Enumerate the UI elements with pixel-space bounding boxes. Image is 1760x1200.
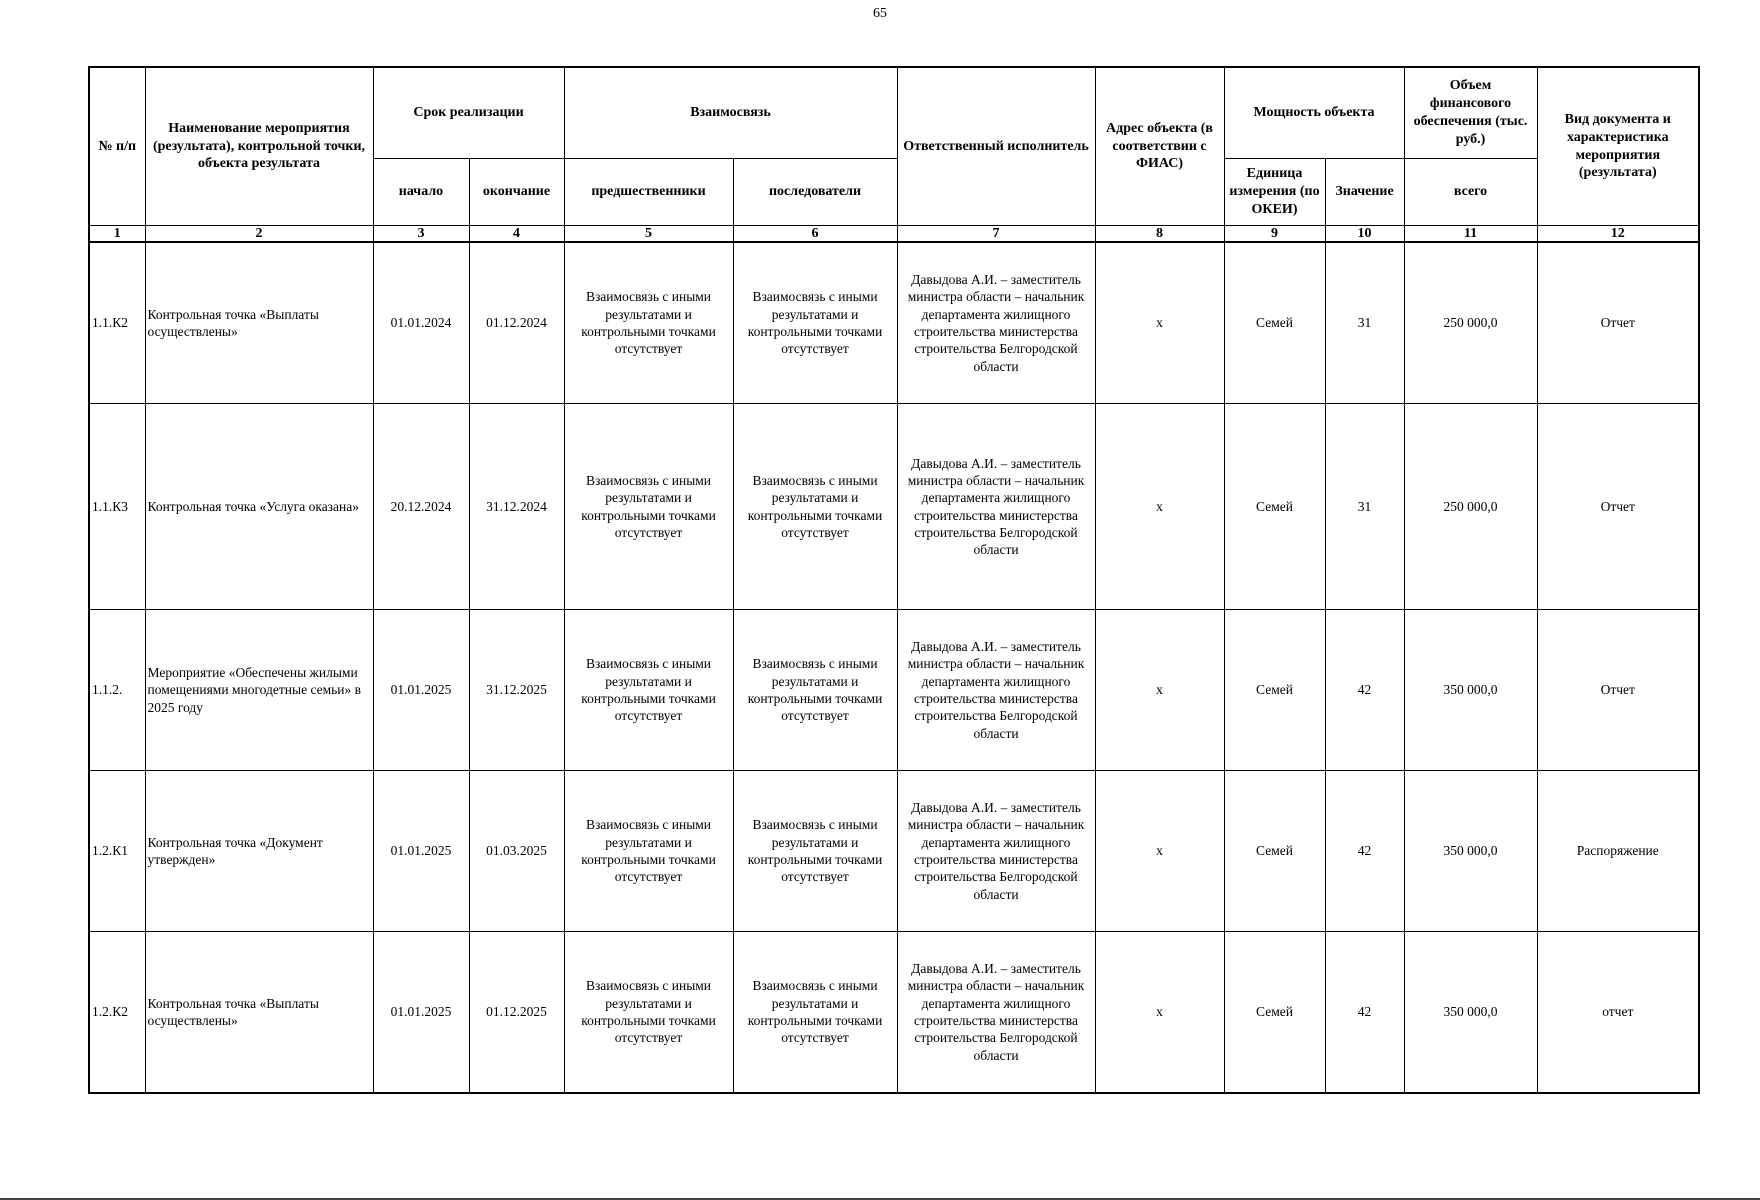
table-row [89,404,1699,610]
row-address: x [1095,404,1224,610]
header-capacity: Мощность объекта [1224,67,1404,159]
header-unit: Единица измерения (по ОКЕИ) [1224,159,1325,226]
row-doc: отчет [1537,932,1699,1094]
row-start: 20.12.2024 [373,404,469,610]
row-doc: Отчет [1537,404,1699,610]
table-row [89,610,1699,771]
row-unit: Семей [1224,771,1325,932]
column-number: 1 [89,226,145,243]
column-number-row [89,226,1699,243]
column-number: 10 [1325,226,1404,243]
header-finance: Объем финансового обеспечения (тыс. руб.) [1404,67,1537,159]
row-code: 1.1.К3 [89,404,145,610]
row-doc: Отчет [1537,242,1699,404]
row-end: 01.03.2025 [469,771,564,932]
row-doc: Распоряжение [1537,771,1699,932]
row-value: 31 [1325,242,1404,404]
row-predecessors: Взаимосвязь с иными результатами и контрольными точками отсутствует [564,404,733,610]
row-code: 1.1.2. [89,610,145,771]
row-start: 01.01.2025 [373,771,469,932]
column-number: 12 [1537,226,1699,243]
row-unit: Семей [1224,242,1325,404]
row-name: Контрольная точка «Документ утвержден» [145,771,373,932]
row-start: 01.01.2025 [373,932,469,1094]
column-number: 4 [469,226,564,243]
row-total: 250 000,0 [1404,242,1537,404]
plan-table [88,66,1700,1094]
table-row [89,242,1699,404]
table-row [89,771,1699,932]
row-code: 1.2.К1 [89,771,145,932]
row-address: x [1095,610,1224,771]
header-number: № п/п [89,67,145,226]
header-executor: Ответственный исполнитель [897,67,1095,226]
column-number: 2 [145,226,373,243]
header-predecessors: предшественники [564,159,733,226]
table-header [89,67,1699,242]
column-number: 7 [897,226,1095,243]
row-doc: Отчет [1537,610,1699,771]
row-total: 350 000,0 [1404,932,1537,1094]
row-successors: Взаимосвязь с иными результатами и контрольными точками отсутствует [733,610,897,771]
row-successors: Взаимосвязь с иными результатами и контрольными точками отсутствует [733,932,897,1094]
header-period: Срок реализации [373,67,564,159]
row-total: 350 000,0 [1404,771,1537,932]
row-end: 01.12.2025 [469,932,564,1094]
column-number: 5 [564,226,733,243]
row-executor: Давыдова А.И. – заместитель министра области – начальник департамента жилищного строительства министерства строительства Белгородской области [897,404,1095,610]
row-end: 31.12.2024 [469,404,564,610]
row-successors: Взаимосвязь с иными результатами и контрольными точками отсутствует [733,404,897,610]
row-name: Контрольная точка «Услуга оказана» [145,404,373,610]
row-unit: Семей [1224,610,1325,771]
header-relation: Взаимосвязь [564,67,897,159]
row-predecessors: Взаимосвязь с иными результатами и контрольными точками отсутствует [564,610,733,771]
row-end: 31.12.2025 [469,610,564,771]
table-row [89,932,1699,1094]
row-total: 350 000,0 [1404,610,1537,771]
row-address: x [1095,932,1224,1094]
row-predecessors: Взаимосвязь с иными результатами и контрольными точками отсутствует [564,771,733,932]
row-predecessors: Взаимосвязь с иными результатами и контрольными точками отсутствует [564,932,733,1094]
row-address: x [1095,771,1224,932]
header-end: окончание [469,159,564,226]
header-doc-type: Вид документа и характеристика мероприятия (результата) [1537,67,1699,226]
column-number: 3 [373,226,469,243]
row-total: 250 000,0 [1404,404,1537,610]
row-successors: Взаимосвязь с иными результатами и контрольными точками отсутствует [733,242,897,404]
header-finance-total: всего [1404,159,1537,226]
header-name: Наименование мероприятия (результата), контрольной точки, объекта результата [145,67,373,226]
row-successors: Взаимосвязь с иными результатами и контрольными точками отсутствует [733,771,897,932]
row-executor: Давыдова А.И. – заместитель министра области – начальник департамента жилищного строительства министерства строительства Белгородской области [897,771,1095,932]
header-value: Значение [1325,159,1404,226]
row-name: Контрольная точка «Выплаты осуществлены» [145,932,373,1094]
table-body [89,242,1699,1093]
row-value: 31 [1325,404,1404,610]
row-start: 01.01.2025 [373,610,469,771]
row-code: 1.2.К2 [89,932,145,1094]
row-address: x [1095,242,1224,404]
row-start: 01.01.2024 [373,242,469,404]
row-executor: Давыдова А.И. – заместитель министра области – начальник департамента жилищного строительства министерства строительства Белгородской области [897,242,1095,404]
row-name: Контрольная точка «Выплаты осуществлены» [145,242,373,404]
row-value: 42 [1325,771,1404,932]
row-code: 1.1.К2 [89,242,145,404]
row-end: 01.12.2024 [469,242,564,404]
header-successors: последователи [733,159,897,226]
row-value: 42 [1325,610,1404,771]
column-number: 9 [1224,226,1325,243]
row-name: Мероприятие «Обеспечены жилыми помещениями многодетные семьи» в 2025 году [145,610,373,771]
header-start: начало [373,159,469,226]
row-executor: Давыдова А.И. – заместитель министра области – начальник департамента жилищного строительства министерства строительства Белгородской области [897,610,1095,771]
row-predecessors: Взаимосвязь с иными результатами и контрольными точками отсутствует [564,242,733,404]
row-unit: Семей [1224,404,1325,610]
column-number: 6 [733,226,897,243]
row-executor: Давыдова А.И. – заместитель министра области – начальник департамента жилищного строительства министерства строительства Белгородской области [897,932,1095,1094]
column-number: 11 [1404,226,1537,243]
row-value: 42 [1325,932,1404,1094]
column-number: 8 [1095,226,1224,243]
row-unit: Семей [1224,932,1325,1094]
page-number: 65 [873,6,887,21]
header-address: Адрес объекта (в соответствии с ФИАС) [1095,67,1224,226]
